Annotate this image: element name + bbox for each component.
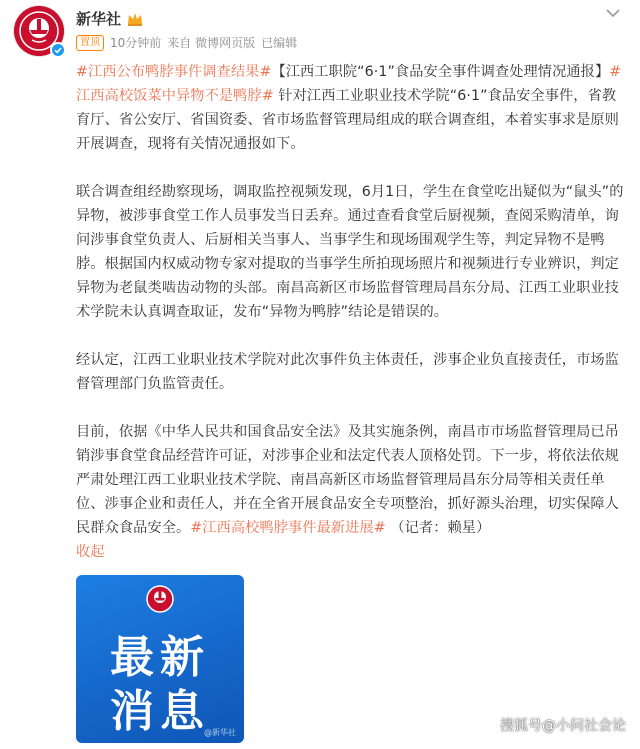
post-time[interactable]: 10分钟前 — [110, 36, 162, 50]
paragraph-intro: #江西公布鸭脖事件调查结果#【江西工职院“6·1”食品安全事件调查处理情况通报】#江西高校饭菜中异物不是鸭脖# 针对江西工业职业技术学院“6·1”食品安全事件，省教育厅、省公安厅、省国资委、省市场监督管理局组成的联合调查组，本着实事求是原则开展调查，现将有关情况通报如下。 — [76, 64, 622, 152]
image-watermark: @新华社 — [204, 728, 236, 737]
verified-icon — [50, 42, 66, 58]
paragraph-next-steps: 目前，依据《中华人民共和国食品安全法》及其实施条例，南昌市市场监督管理局已吊销涉事食堂食品经营许可证，对涉事企业和法定代表人顶格处罚。下一步，将依法依规严肃处理江西工业职业技术学院、南昌高新区市场监督管理局昌东分局等相关责任单位、涉事企业和责任人，并在全省开展食品安全专项整治，抓好源头治理，切实保障人民群众食品安全。#江西高校鸭脖事件最新进展# （记者：赖星） — [76, 424, 619, 536]
crown-icon — [127, 12, 143, 26]
post-source: 来自 微博网页版 — [167, 36, 256, 50]
topic-link[interactable]: #江西高校鸭脖事件最新进展# — [190, 520, 386, 536]
author-name[interactable]: 新华社 — [76, 10, 122, 28]
post-content — [76, 60, 624, 564]
image-title-line2: 消息 — [110, 686, 210, 737]
reporter-credit: （记者：赖星） — [385, 520, 491, 536]
topic-link[interactable]: #江西高校饭菜中异物不是鸭脖# — [76, 64, 622, 104]
paragraph-investigation: 联合调查组经勘察现场，调取监控视频发现，6月1日，学生在食堂吃出疑似为“鼠头”的异物，被涉事食堂工作人员事发当日丢弃。通过查看食堂后厨视频，查阅采购清单，询问涉事食堂负责人、后厨相关当事人、当事学生和现场围观学生等，判定异物不是鸭脖。根据国内权威动物专家对提取的当事学生所拍现场照片和视频进行专业辨识，判定异物为老鼠类啮齿动物的头部。南昌高新区市场监督管理局昌东分局、江西工业职业技术学院未认真调查取证，发布“异物为鸭脖”结论是错误的。 — [76, 184, 624, 320]
topic-link[interactable]: #江西公布鸭脖事件调查结果# — [76, 64, 272, 80]
image-title-line1: 最新 — [110, 632, 210, 683]
post-image[interactable] — [76, 575, 244, 743]
sohu-watermark: 搜狐号@小问社会论 — [500, 718, 626, 734]
paragraph-responsibility: 经认定，江西工业职业技术学院对此次事件负主体责任，涉事企业负直接责任，市场监督管理部门负监管责任。 — [76, 352, 619, 392]
collapse-link[interactable]: 收起 — [76, 544, 105, 560]
chevron-down-icon[interactable] — [606, 8, 620, 18]
xinhua-emblem-icon — [146, 585, 174, 613]
edited-label[interactable]: 已编辑 — [261, 36, 298, 50]
pinned-badge: 置顶 — [76, 35, 104, 51]
